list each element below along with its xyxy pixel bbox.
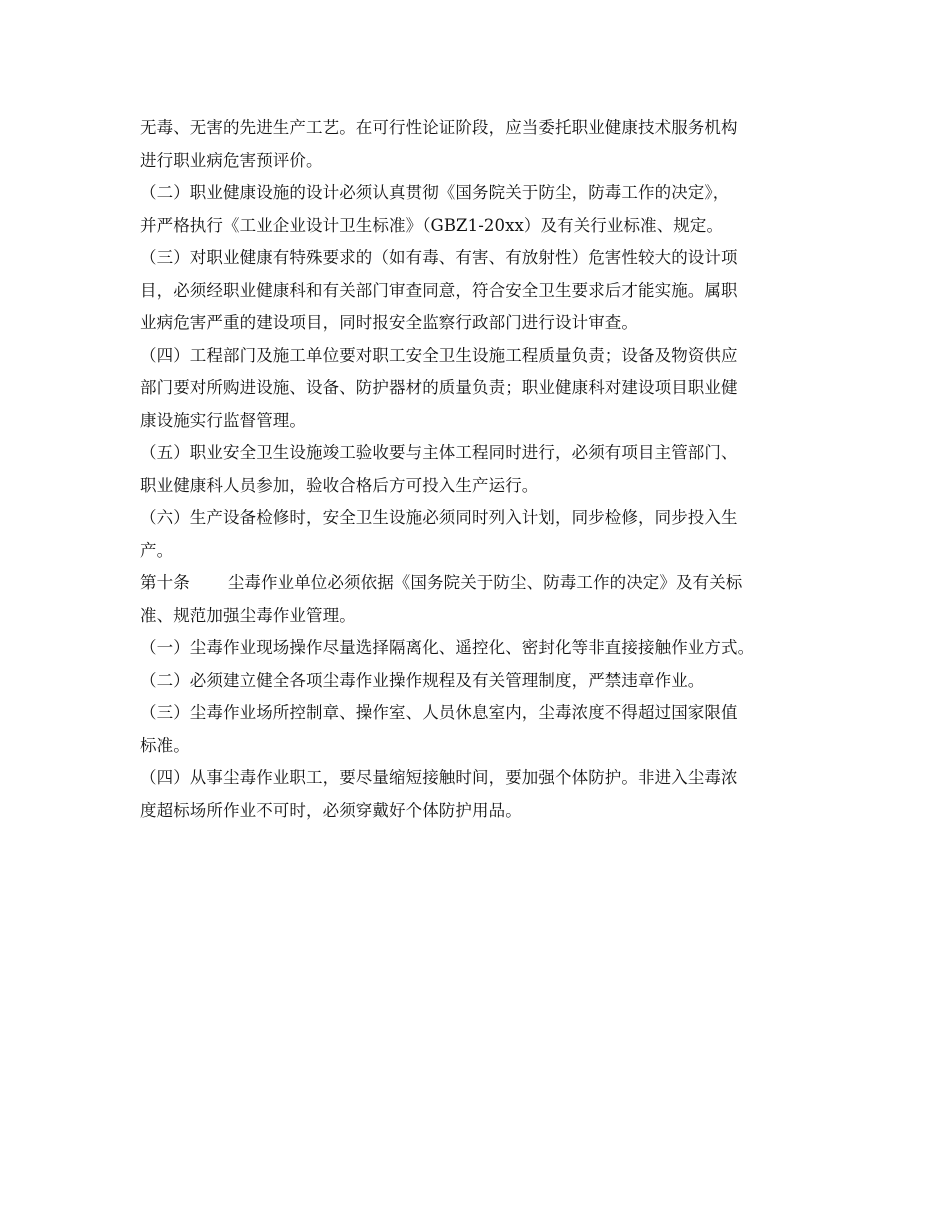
text-line: 业病危害严重的建设项目，同时报安全监察行政部门进行设计审查。 <box>140 313 638 332</box>
text-line: （六）生产设备检修时，安全卫生设施必须同时列入计划，同步检修，同步投入生 <box>140 508 738 527</box>
text-line: （三）对职业健康有特殊要求的（如有毒、有害、有放射性）危害性较大的设计项 <box>140 248 738 267</box>
document-body <box>140 112 840 827</box>
text-line: 康设施实行监督管理。 <box>140 410 306 430</box>
article-text: 尘毒作业单位必须依据《国务院关于防尘、防毒工作的决定》及有关标 <box>227 573 743 592</box>
text-line: （一）尘毒作业现场操作尽量选择隔离化、遥控化、密封化等非直接接触作业方式。 <box>140 638 755 657</box>
text-line: 部门要对所购进设施、设备、防护器材的质量负责；职业健康科对建设项目职业健 <box>140 378 738 397</box>
text-line: 准、规范加强尘毒作业管理。 <box>140 605 356 625</box>
text-line: 目，必须经职业健康科和有关部门审查同意，符合安全卫生要求后才能实施。属职 <box>140 280 738 300</box>
text-line: 进行职业病危害预评价。 <box>140 150 323 170</box>
text-line: （四）从事尘毒作业职工，要尽量缩短接触时间，要加强个体防护。非进入尘毒浓 <box>140 768 738 787</box>
article-label: 第十条 <box>140 573 190 592</box>
text-line: 标准。 <box>140 735 190 755</box>
text-line: 产。 <box>140 540 174 560</box>
text-line: 并严格执行《工业企业设计卫生标准》（GBZ1-20xx）及有关行业标准、规定。 <box>140 215 724 235</box>
text-line: 无毒、无害的先进生产工艺。在可行性论证阶段，应当委托职业健康技术服务机构 <box>140 118 738 137</box>
article-heading-line <box>140 567 840 600</box>
text-line: （二）必须建立健全各项尘毒作业操作规程及有关管理制度，严禁违章作业。 <box>140 670 705 690</box>
text-line: 职业健康科人员参加，验收合格后方可投入生产运行。 <box>140 475 539 495</box>
text-line: （二）职业健康设施的设计必须认真贯彻《国务院关于防尘，防毒工作的决定》， <box>140 183 730 202</box>
text-line: （五）职业安全卫生设施竣工验收要与主体工程同时进行，必须有项目主管部门、 <box>140 443 738 462</box>
text-line: （四）工程部门及施工单位要对职工安全卫生设施工程质量负责；设备及物资供应 <box>140 345 738 365</box>
text-line: （三）尘毒作业场所控制章、操作室、人员休息室内，尘毒浓度不得超过国家限值 <box>140 703 738 722</box>
text-line: 度超标场所作业不可时，必须穿戴好个体防护用品。 <box>140 800 522 820</box>
